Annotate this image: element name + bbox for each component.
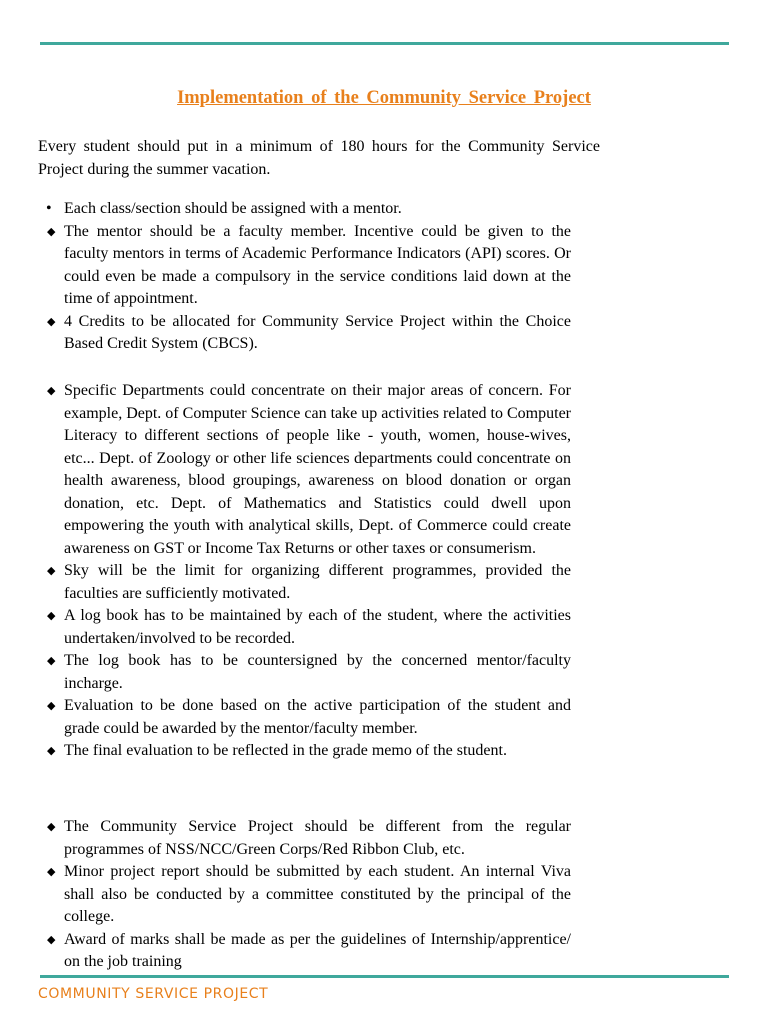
bullet-list-2 bbox=[38, 380, 571, 763]
bullet-list-1 bbox=[38, 198, 571, 356]
page-title: Implementation of the Community Service Project bbox=[177, 88, 591, 108]
intro-paragraph: Every student should put in a minimum of 180 hours for the Community Service Project during the summer vacation. bbox=[38, 138, 600, 178]
list-item: ◆ Evaluation to be done based on the active participation of the student and grade could be awarded by the mentor/faculty member. bbox=[47, 697, 571, 737]
list-item: • Each class/section should be assigned with a mentor. bbox=[38, 198, 571, 221]
bullet-dot-icon: • bbox=[46, 200, 52, 217]
bullet-diamond-icon: ◆ bbox=[47, 315, 56, 328]
bullet-diamond-icon: ◆ bbox=[47, 565, 56, 577]
bullet-diamond-icon: ◆ bbox=[47, 821, 56, 833]
bullet-list-3 bbox=[38, 816, 571, 974]
list-item: ◆ Minor project report should be submitted by each student. An internal Viva shall also be conducted by a committee constituted by the principal of the college. bbox=[47, 863, 571, 925]
list-item: ◆ The final evaluation to be reflected in the grade memo of the student. bbox=[38, 740, 571, 763]
list-item: ◆ The log book has to be countersigned by the concerned mentor/faculty incharge. bbox=[47, 652, 571, 692]
list-item: ◆ A log book has to be maintained by each of the student, where the activities undertaken/involved to be recorded. bbox=[47, 607, 571, 647]
bullet-diamond-icon: ◆ bbox=[47, 385, 56, 397]
list-item: ◆ 4 Credits to be allocated for Community Service Project within the Choice Based Credit System (CBCS). bbox=[47, 312, 571, 352]
bullet-diamond-icon: ◆ bbox=[47, 610, 56, 622]
bullet-diamond-icon: ◆ bbox=[47, 700, 56, 712]
footer-label: COMMUNITY SERVICE PROJECT bbox=[38, 986, 269, 1002]
bullet-diamond-icon: ◆ bbox=[47, 866, 56, 878]
bullet-diamond-icon: ◆ bbox=[47, 655, 56, 667]
bullet-diamond-icon: ◆ bbox=[47, 225, 56, 238]
list-item: ◆ Specific Departments could concentrate on their major areas of concern. For example, Dept. of Computer Science can take up activities related to Computer Literacy to different sections of people like - youth, women, house-wives, etc... Dept. of Zoology or other life sciences departments could concentrate on health awareness, blood groupings, awareness on blood donation or organ donation, etc. Dept. of Mathematics and Statistics could dwell upon empowering the youth with analytical skills, Dept. of Commerce could create awareness on GST or Income Tax Returns or other taxes or consumerism. bbox=[47, 382, 571, 557]
bullet-diamond-icon: ◆ bbox=[47, 745, 56, 757]
top-rule bbox=[40, 42, 729, 45]
list-item: ◆ Sky will be the limit for organizing different programmes, provided the faculties are sufficiently motivated. bbox=[47, 562, 571, 602]
list-item: ◆ Award of marks shall be made as per the guidelines of Internship/apprentice/ on the job training bbox=[47, 930, 571, 970]
bottom-rule bbox=[40, 975, 729, 978]
list-item: ◆ The Community Service Project should be different from the regular programmes of NSS/NCC/Green Corps/Red Ribbon Club, etc. bbox=[47, 818, 571, 858]
list-item: ◆ The mentor should be a faculty member. Incentive could be given to the faculty mentors in terms of Academic Performance Indicators (API) scores. Or could even be made a compulsory in the service conditions laid down at the time of appointment. bbox=[47, 222, 571, 307]
bullet-diamond-icon: ◆ bbox=[47, 933, 56, 946]
